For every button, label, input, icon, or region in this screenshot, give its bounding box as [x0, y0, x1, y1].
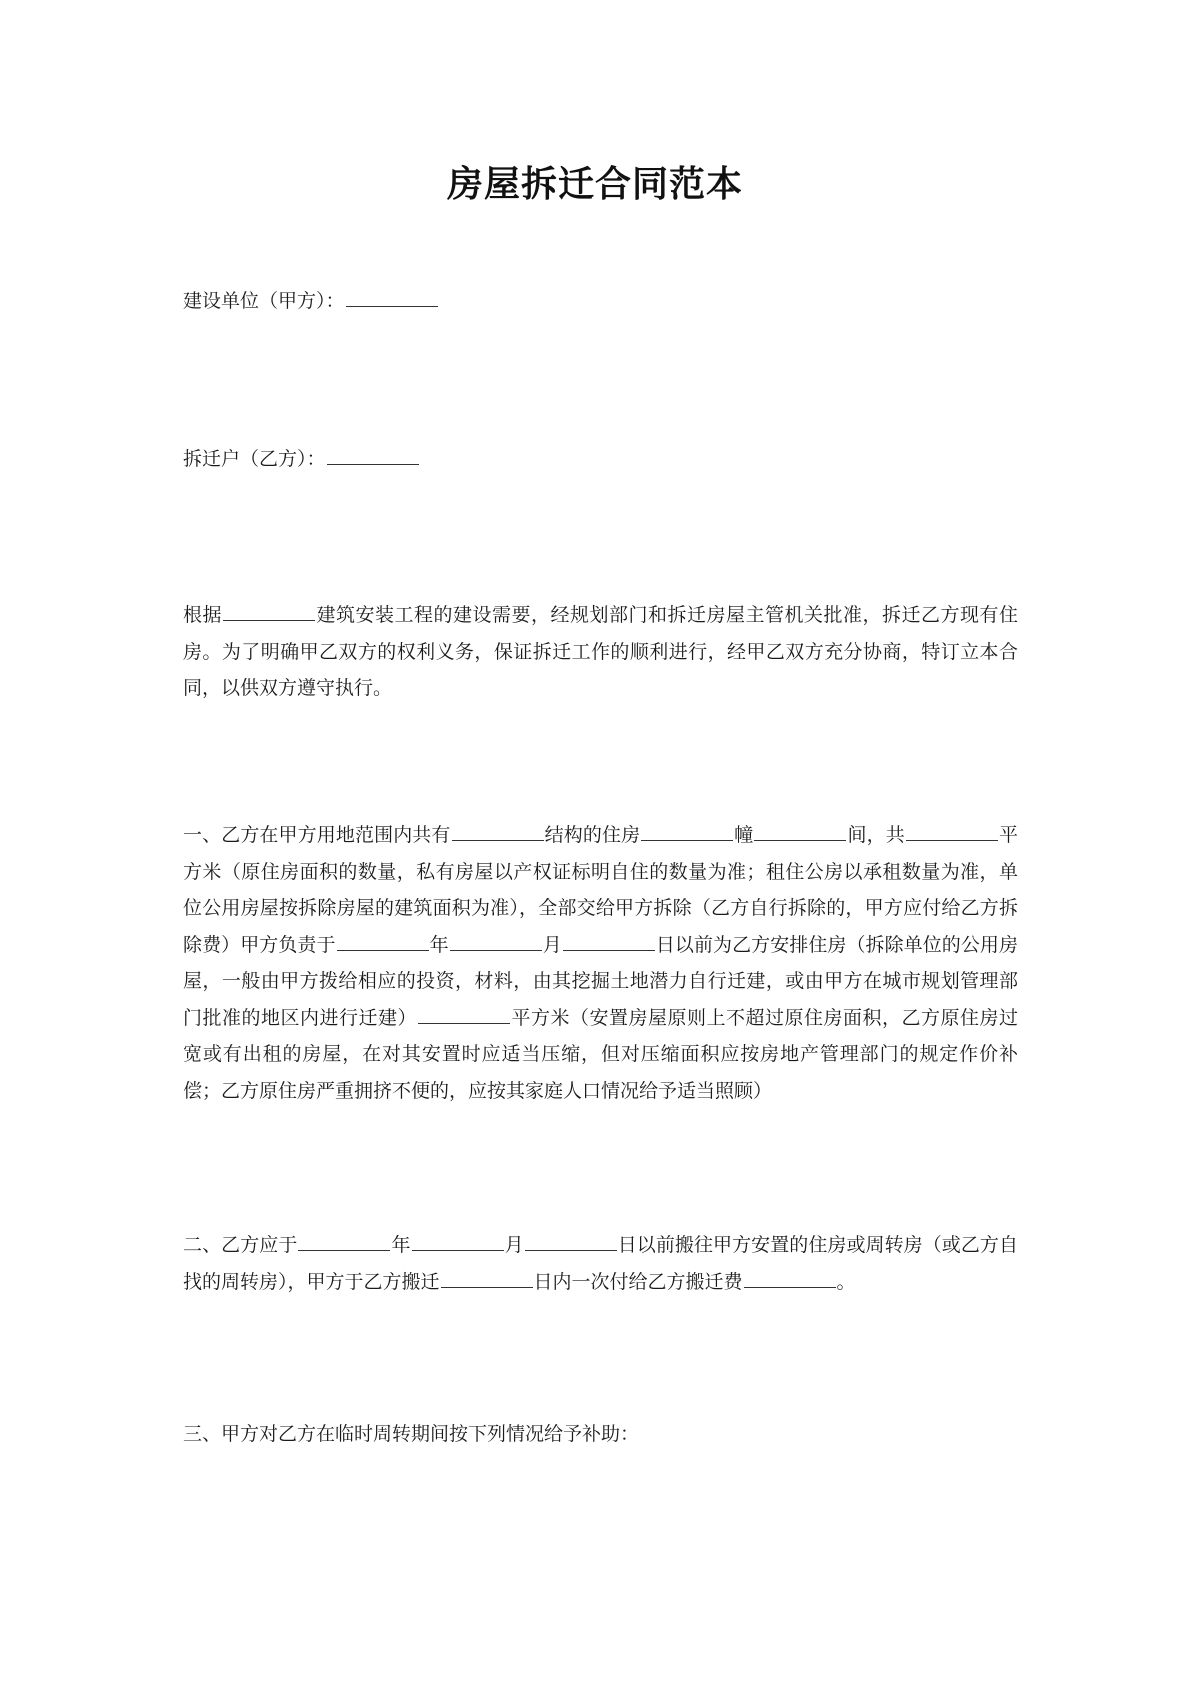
article-1-text: 月: [542, 933, 562, 956]
moving-fee-blank[interactable]: [744, 1267, 836, 1288]
total-area-blank[interactable]: [906, 820, 998, 841]
article-1-text: 平方米（安置房屋原则上不超过原住房面积，乙方原住房过宽或有出租的房屋，在对其安置时应适当压缩，但对压缩面积应按房地产管理部门的规定作价补偿；乙方原住房严重拥挤不便的，应按其家庭人口情况给予适当照顾）: [183, 1006, 1018, 1102]
building-count-blank[interactable]: [641, 820, 733, 841]
intro-text: 根据: [183, 604, 222, 626]
intro-text: 建筑安装工程的建设需要，经规划部门和拆迁房屋主管机关批准，拆迁乙方现有住房。为了明确甲乙双方的权利义务，保证拆迁工作的顺利进行，经甲乙双方充分协商，特订立本合同，以供双方遵守执行。: [183, 604, 1018, 699]
article-2-text: 日以前搬往甲方安置的住房或周转房（或乙方自找的周转房），甲方于乙方搬迁: [183, 1234, 1018, 1293]
payment-days-blank[interactable]: [441, 1267, 533, 1288]
article-1-text: 日以前为乙方安排住房（拆除单位的公用房屋，一般由甲方拨给相应的投资，材料，由其挖掘土地潜力自行迁建，或由甲方在城市规划管理部门批准的地区内进行迁建）: [183, 933, 1018, 1029]
article-1-text: 年: [429, 933, 449, 956]
article-2-text: 日内一次付给乙方搬迁费: [533, 1270, 743, 1293]
document-title: 房屋拆迁合同范本: [446, 164, 743, 205]
room-count-blank[interactable]: [754, 820, 846, 841]
resettle-year-blank[interactable]: [337, 930, 429, 951]
article-1-text: 平方米（原住房面积的数量，私有房屋以产权证标明自住的数量为准；租住公房以承租数量为准，单位公用房屋按拆除房屋的建筑面积为准），全部交给甲方拆除（乙方自行拆除的，甲方应付给乙方拆除费）甲方负责于: [183, 824, 1018, 956]
move-year-blank[interactable]: [298, 1230, 390, 1251]
article-2-paragraph: [183, 1227, 1018, 1300]
article-3-text: 三、甲方对乙方在临时周转期间按下列情况给予补助：: [183, 1423, 640, 1445]
party-a-line: [183, 283, 1018, 320]
party-a-label: 建设单位（甲方）：: [183, 290, 345, 312]
article-2-text: 二、乙方应于: [183, 1234, 298, 1256]
article-1-paragraph: [183, 817, 1018, 1109]
article-2-text: 年: [391, 1234, 411, 1256]
article-1-text: 一、乙方在甲方用地范围内共有: [183, 824, 451, 846]
resettle-area-blank[interactable]: [418, 1003, 510, 1024]
party-b-line: [183, 441, 1018, 478]
resettle-month-blank[interactable]: [450, 930, 542, 951]
party-b-blank[interactable]: [327, 444, 419, 465]
resettle-day-blank[interactable]: [563, 930, 655, 951]
project-name-blank[interactable]: [223, 600, 315, 621]
party-a-blank[interactable]: [346, 286, 438, 307]
article-1-text: 结构的住房: [544, 824, 641, 846]
article-2-text: 月: [504, 1234, 524, 1256]
article-3-paragraph: [183, 1416, 1018, 1453]
article-1-text: 幢: [734, 824, 754, 846]
intro-paragraph: [183, 597, 1018, 707]
article-1-text: 间，共: [847, 824, 905, 846]
move-month-blank[interactable]: [412, 1230, 504, 1251]
party-b-label: 拆迁户（乙方）：: [183, 448, 326, 470]
article-2-text: 。: [836, 1270, 856, 1293]
structure-type-blank[interactable]: [452, 820, 544, 841]
move-day-blank[interactable]: [525, 1230, 617, 1251]
